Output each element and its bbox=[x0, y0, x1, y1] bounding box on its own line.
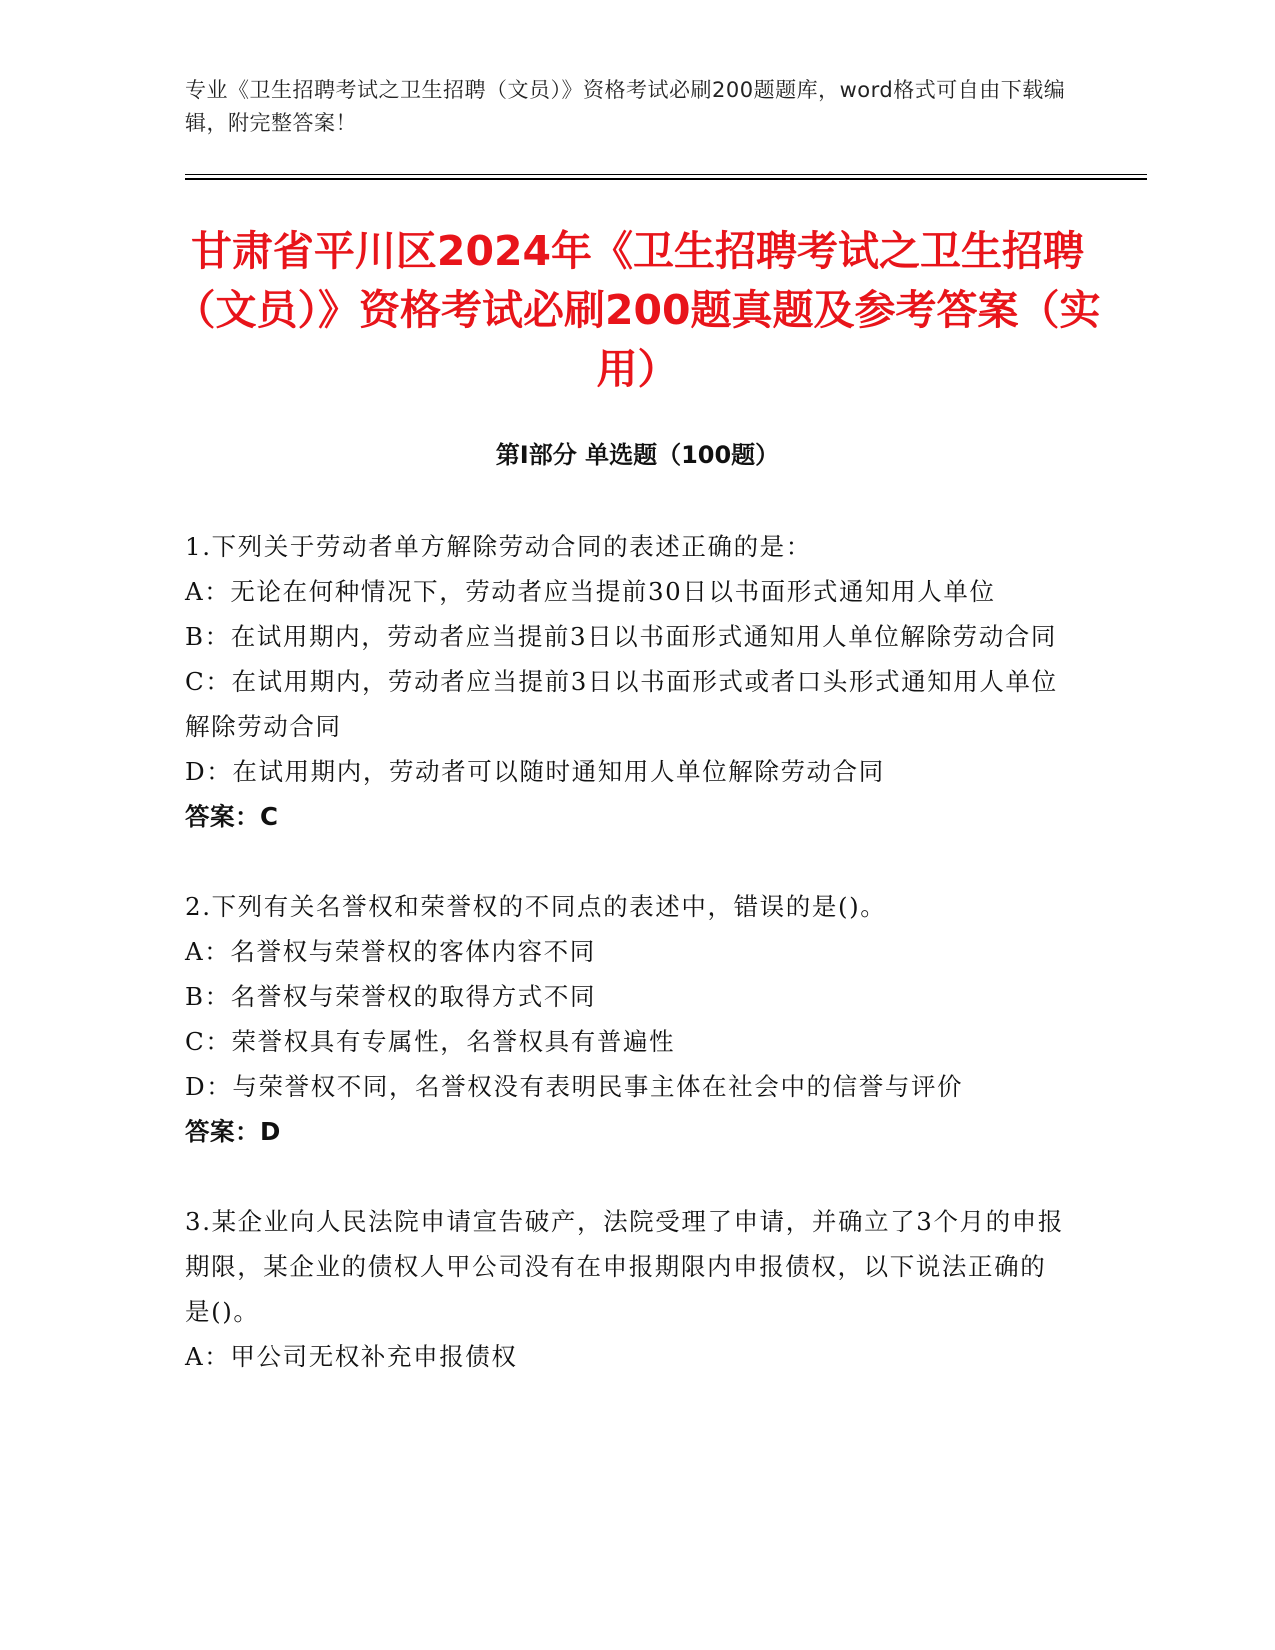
document-title: 甘肃省平川区2024年《卫生招聘考试之卫生招聘（文员）》资格考试必刷200题真题及参考答案（实用） bbox=[174, 227, 1101, 393]
answer: 答案：C bbox=[185, 802, 279, 831]
answer: 答案：D bbox=[185, 1117, 281, 1146]
header-rule-thick bbox=[185, 178, 1147, 180]
question-3 bbox=[185, 1199, 1065, 1379]
header-rule-thin bbox=[185, 174, 1147, 175]
option-a: A：名誉权与荣誉权的客体内容不同 bbox=[185, 937, 596, 966]
question-list bbox=[185, 524, 1065, 1379]
option-c: C：在试用期内，劳动者应当提前3日以书面形式或者口头形式通知用人单位解除劳动合同 bbox=[185, 667, 1058, 741]
option-a: A：甲公司无权补充申报债权 bbox=[185, 1342, 518, 1371]
question-stem: 2.下列有关名誉权和荣誉权的不同点的表述中，错误的是()。 bbox=[185, 892, 887, 921]
option-d: D：与荣誉权不同，名誉权没有表明民事主体在社会中的信誉与评价 bbox=[185, 1072, 964, 1101]
question-1 bbox=[185, 524, 1065, 839]
question-stem: 1.下列关于劳动者单方解除劳动合同的表述正确的是： bbox=[185, 532, 812, 561]
section-title: 第Ⅰ部分 单选题（100题） bbox=[495, 441, 780, 469]
option-d: D：在试用期内，劳动者可以随时通知用人单位解除劳动合同 bbox=[185, 757, 885, 786]
question-stem: 3.某企业向人民法院申请宣告破产，法院受理了申请，并确立了3个月的申报期限，某企业的债权人甲公司没有在申报期限内申报债权，以下说法正确的是()。 bbox=[185, 1207, 1064, 1326]
option-b: B：名誉权与荣誉权的取得方式不同 bbox=[185, 982, 597, 1011]
header-note: 专业《卫生招聘考试之卫生招聘（文员）》资格考试必刷200题题库，word格式可自由下载编辑，附完整答案！ bbox=[185, 78, 1066, 135]
option-a: A：无论在何种情况下，劳动者应当提前30日以书面形式通知用人单位 bbox=[185, 577, 996, 606]
option-b: B：在试用期内，劳动者应当提前3日以书面形式通知用人单位解除劳动合同 bbox=[185, 622, 1057, 651]
question-2 bbox=[185, 884, 1065, 1154]
option-c: C：荣誉权具有专属性，名誉权具有普遍性 bbox=[185, 1027, 676, 1056]
